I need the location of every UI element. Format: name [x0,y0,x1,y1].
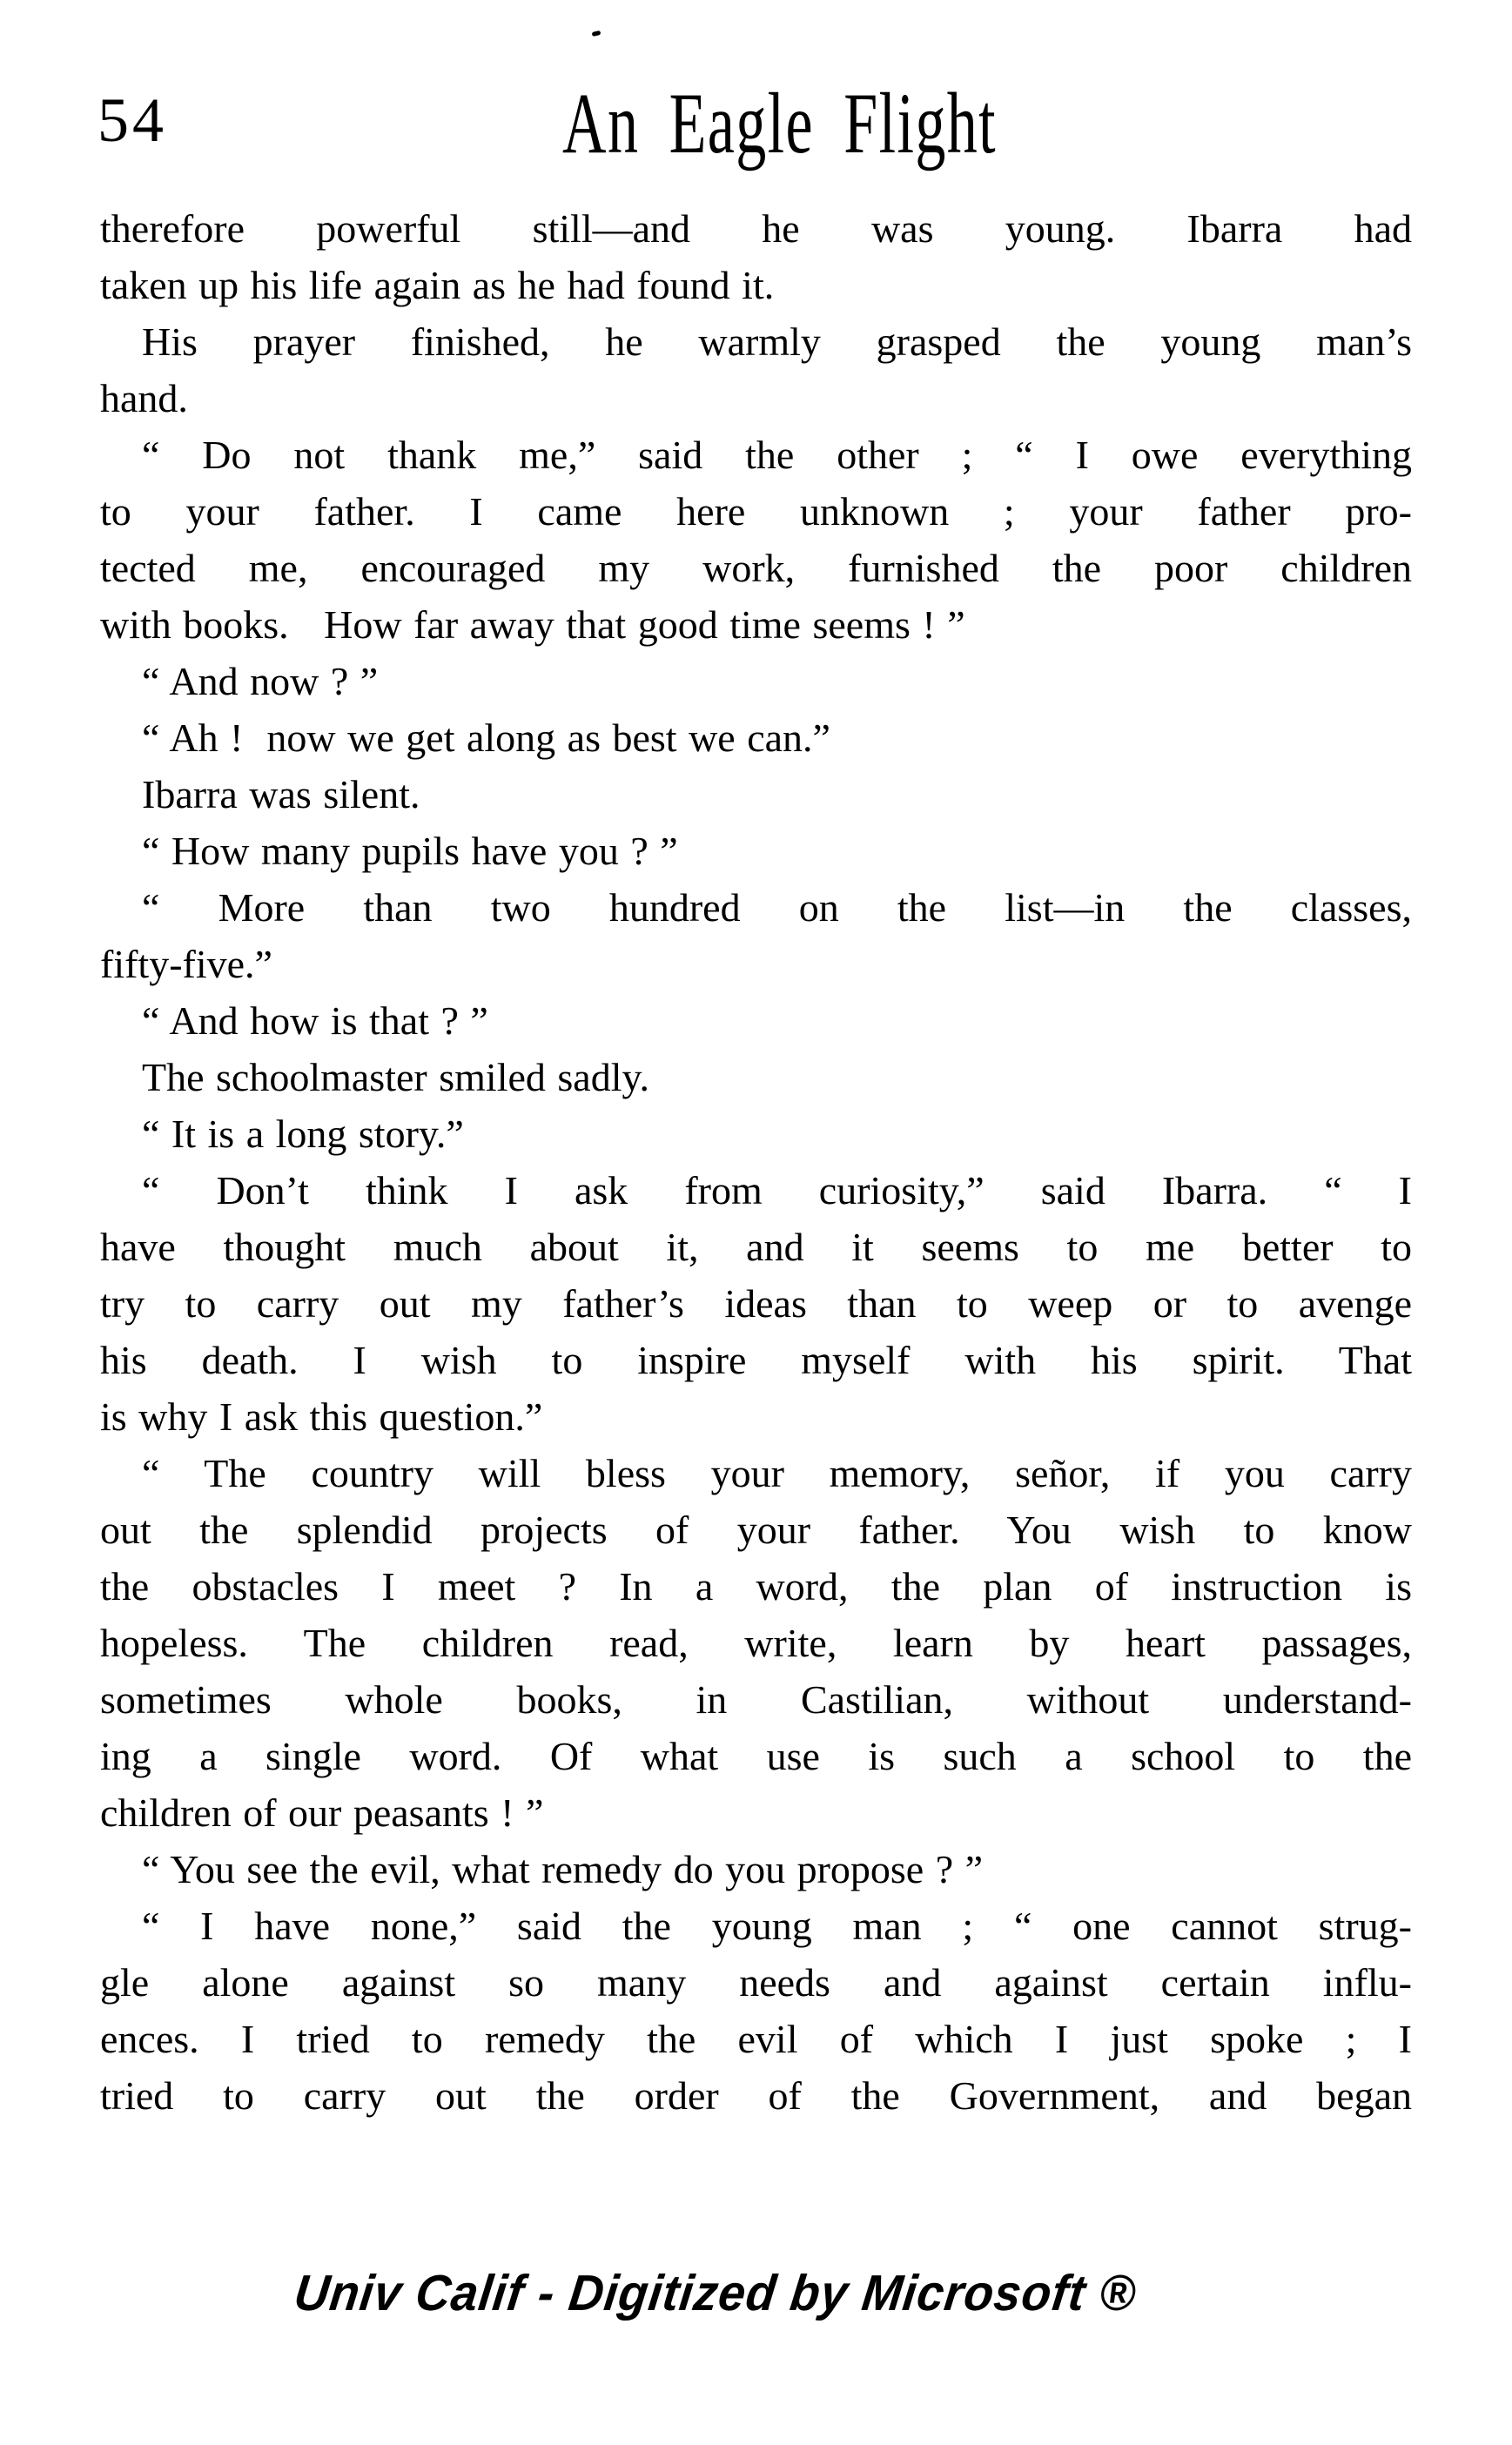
text-line: fifty-five.” [100,942,272,986]
footer-watermark: Univ Calif - Digitized by Microsoft ® [291,2265,1140,2321]
text-line: his death. I wish to inspire myself with his spirit. That [100,1338,1412,1382]
text-line: tected me, encouraged my work, furnished the poor children [100,546,1412,590]
text-line: therefore powerful still—and he was young. Ibarra had [100,206,1412,251]
text-line: “ Ah ! now we get along as best we can.” [142,715,830,760]
body-text [100,200,1412,2124]
text-line: is why I ask this question.” [100,1394,543,1439]
text-line: His prayer finished, he warmly grasped the young man’s [142,319,1412,364]
text-line: sometimes whole books, in Castilian, without understand- [100,1677,1412,1722]
text-line: Ibarra was silent. [142,772,420,816]
text-line: gle alone against so many needs and against certain influ- [100,1960,1412,2005]
page-number: 54 [97,85,167,155]
ink-speck [592,30,601,37]
running-header [562,75,1050,171]
text-line: to your father. I came here unknown ; your father pro- [100,489,1412,534]
text-line: The schoolmaster smiled sadly. [142,1055,649,1099]
text-line: “ More than two hundred on the list—in the classes, [142,885,1412,930]
text-line: “ And how is that ? ” [142,998,488,1043]
text-line: out the splendid projects of your father. You wish to know [100,1508,1412,1552]
text-line: the obstacles I meet ? In a word, the plan of instruction is [100,1564,1412,1609]
text-line: taken up his life again as he had found it. [100,263,775,307]
text-line: “ How many pupils have you ? ” [142,829,678,873]
text-line: have thought much about it, and it seems to me better to [100,1225,1412,1269]
text-line: hand. [100,376,188,420]
text-line: ences. I tried to remedy the evil of which I just spoke ; I [100,2017,1412,2061]
text-line: “ And now ? ” [142,659,379,703]
text-line: hopeless. The children read, write, learn by heart passages, [100,1621,1412,1665]
text-line: tried to carry out the order of the Government, and began [100,2073,1412,2118]
text-line: “ It is a long story.” [142,1112,464,1156]
page-title: An Eagle Flight [562,75,997,171]
text-line: “ Don’t think I ask from curiosity,” said Ibarra. “ I [142,1168,1412,1212]
footer [0,2263,1431,2324]
text-line: “ The country will bless your memory, señor, if you carry [142,1451,1412,1495]
text-line: “ Do not thank me,” said the other ; “ I owe everything [142,433,1412,477]
text-line: try to carry out my father’s ideas than to weep or to avenge [100,1281,1412,1326]
text-line: “ I have none,” said the young man ; “ one cannot strug- [142,1904,1412,1948]
text-line: ing a single word. Of what use is such a school to the [100,1734,1412,1778]
text-line: “ You see the evil, what remedy do you propose ? ” [142,1847,984,1891]
text-line: with books. How far away that good time seems ! ” [100,602,965,647]
text-line: children of our peasants ! ” [100,1790,544,1835]
